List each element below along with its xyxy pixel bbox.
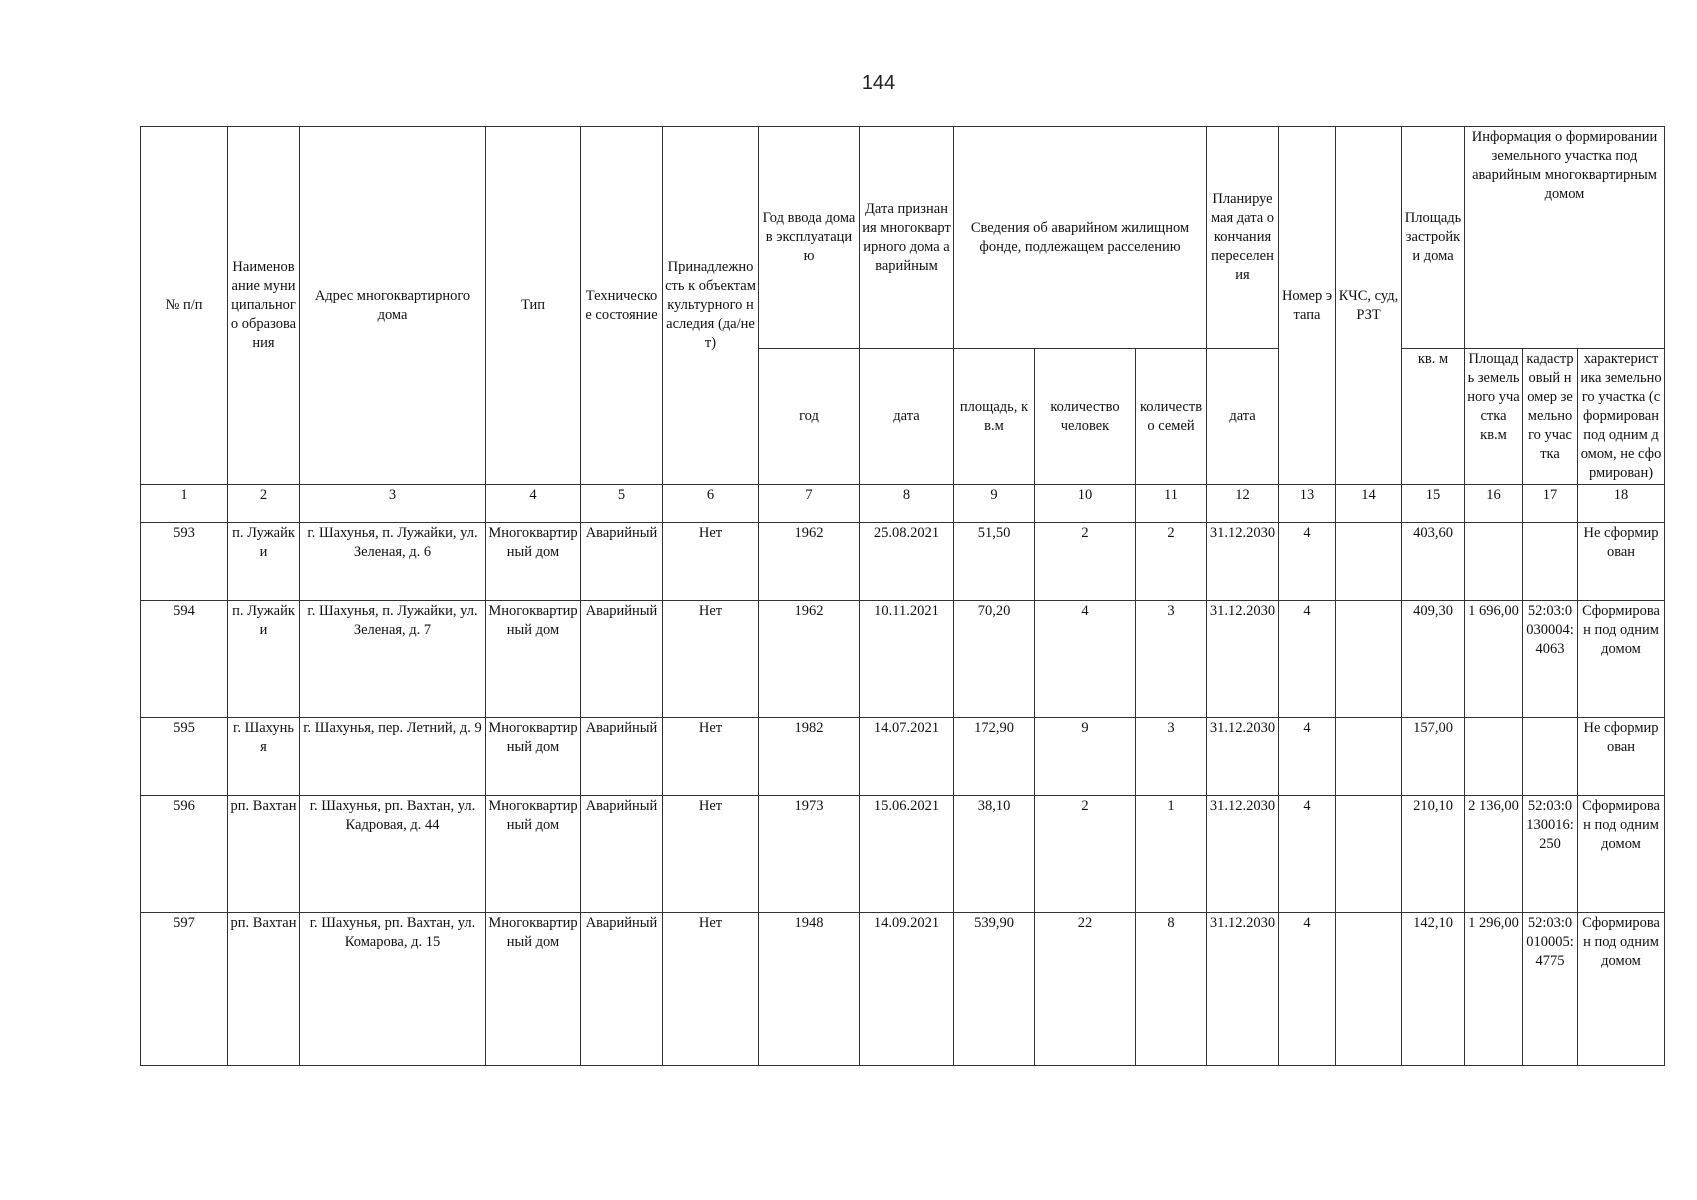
colnum: 11 xyxy=(1136,485,1207,523)
colnum: 15 xyxy=(1402,485,1465,523)
colnum: 8 xyxy=(860,485,954,523)
cell-land-area: 1 696,00 xyxy=(1465,601,1523,718)
table-row xyxy=(141,601,1665,718)
cell-municipality: рп. Вахтан xyxy=(228,913,300,1066)
cell-type: Многоквартирный дом xyxy=(486,601,581,718)
cell-people: 9 xyxy=(1035,718,1136,796)
subheader-date-2: дата xyxy=(1207,349,1279,485)
cell-cadastral: 52:03:0130016:250 xyxy=(1523,796,1578,913)
header-municipality: Наименование муниципального образования xyxy=(228,127,300,485)
cell-plan-date: 31.12.2030 xyxy=(1207,913,1279,1066)
cell-year: 1948 xyxy=(759,913,860,1066)
cell-cadastral: 52:03:0030004:4063 xyxy=(1523,601,1578,718)
cell-address: г. Шахунья, п. Лужайки, ул. Зеленая, д. 7 xyxy=(300,601,486,718)
subheader-land-area xyxy=(1465,349,1523,485)
cell-people: 22 xyxy=(1035,913,1136,1066)
subheader-cadastral: кадастровый номер земельного участка xyxy=(1523,349,1578,485)
cell-families: 1 xyxy=(1136,796,1207,913)
cell-families: 3 xyxy=(1136,601,1207,718)
cell-year: 1962 xyxy=(759,601,860,718)
cell-state: Аварийный xyxy=(581,601,663,718)
header-stage: Номер этапа xyxy=(1279,127,1336,485)
header-num: № п/п xyxy=(141,127,228,485)
subheader-date: дата xyxy=(860,349,954,485)
cell-area: 539,90 xyxy=(954,913,1035,1066)
table-row xyxy=(141,523,1665,601)
cell-land-char: Не сформирован xyxy=(1578,718,1665,796)
header-row-top xyxy=(141,127,1665,349)
cell-build-area: 210,10 xyxy=(1402,796,1465,913)
cell-kchs xyxy=(1336,796,1402,913)
cell-address: г. Шахунья, рп. Вахтан, ул. Комарова, д. 15 xyxy=(300,913,486,1066)
land-area-label: Площадь земельного участка xyxy=(1467,351,1520,424)
header-tech-state: Техническое состояние xyxy=(581,127,663,485)
cell-address: г. Шахунья, пер. Летний, д. 9 xyxy=(300,718,486,796)
header-commission-year: Год ввода дома в эксплуатацию xyxy=(759,127,860,349)
header-kchs: КЧС, суд, РЗТ xyxy=(1336,127,1402,485)
colnum: 7 xyxy=(759,485,860,523)
colnum: 2 xyxy=(228,485,300,523)
cell-year: 1962 xyxy=(759,523,860,601)
cell-date: 15.06.2021 xyxy=(860,796,954,913)
land-area-unit: кв.м xyxy=(1480,427,1507,443)
cell-heritage: Нет xyxy=(663,523,759,601)
cell-stage: 4 xyxy=(1279,601,1336,718)
cell-families: 8 xyxy=(1136,913,1207,1066)
cell-heritage: Нет xyxy=(663,718,759,796)
cell-heritage: Нет xyxy=(663,601,759,718)
cell-plan-date: 31.12.2030 xyxy=(1207,718,1279,796)
cell-type: Многоквартирный дом xyxy=(486,913,581,1066)
cell-area: 38,10 xyxy=(954,796,1035,913)
cell-area: 70,20 xyxy=(954,601,1035,718)
cell-num: 597 xyxy=(141,913,228,1066)
header-recognition-date: Дата признания многоквартирного дома аварийным xyxy=(860,127,954,349)
subheader-families: количество семей xyxy=(1136,349,1207,485)
colnum: 17 xyxy=(1523,485,1578,523)
cell-people: 2 xyxy=(1035,523,1136,601)
cell-land-char: Сформирован под одним домом xyxy=(1578,913,1665,1066)
cell-land-char: Сформирован под одним домом xyxy=(1578,796,1665,913)
cell-land-area xyxy=(1465,718,1523,796)
cell-land-area: 2 136,00 xyxy=(1465,796,1523,913)
cell-cadastral: 52:03:0010005:4775 xyxy=(1523,913,1578,1066)
colnum: 5 xyxy=(581,485,663,523)
colnum: 10 xyxy=(1035,485,1136,523)
cell-land-area xyxy=(1465,523,1523,601)
colnum: 6 xyxy=(663,485,759,523)
subheader-year: год xyxy=(759,349,860,485)
cell-build-area: 403,60 xyxy=(1402,523,1465,601)
cell-cadastral xyxy=(1523,718,1578,796)
subheader-land-character: характеристика земельного участка (сформирован под одним домом, не сформирован) xyxy=(1578,349,1665,485)
cell-plan-date: 31.12.2030 xyxy=(1207,523,1279,601)
cell-kchs xyxy=(1336,601,1402,718)
header-land-info: Информация о формировании земельного участка под аварийным многоквартирным домом xyxy=(1465,127,1665,349)
table-row xyxy=(141,718,1665,796)
cell-municipality: п. Лужайки xyxy=(228,523,300,601)
colnum: 3 xyxy=(300,485,486,523)
cell-kchs xyxy=(1336,913,1402,1066)
cell-date: 14.09.2021 xyxy=(860,913,954,1066)
colnum: 4 xyxy=(486,485,581,523)
cell-num: 593 xyxy=(141,523,228,601)
colnum: 16 xyxy=(1465,485,1523,523)
cell-date: 10.11.2021 xyxy=(860,601,954,718)
colnum: 13 xyxy=(1279,485,1336,523)
header-planned-date: Планируемая дата окончания переселения xyxy=(1207,127,1279,349)
column-numbers-row xyxy=(141,485,1665,523)
cell-num: 594 xyxy=(141,601,228,718)
page-number: 144 xyxy=(861,72,896,94)
header-emergency-fund: Сведения об аварийном жилищном фонде, подлежащем расселению xyxy=(954,127,1207,349)
emergency-housing-table xyxy=(140,126,1665,1066)
cell-families: 3 xyxy=(1136,718,1207,796)
cell-municipality: г. Шахунья xyxy=(228,718,300,796)
cell-build-area: 142,10 xyxy=(1402,913,1465,1066)
header-heritage: Принадлежность к объектам культурного наследия (да/нет) xyxy=(663,127,759,485)
cell-type: Многоквартирный дом xyxy=(486,796,581,913)
cell-num: 595 xyxy=(141,718,228,796)
colnum: 14 xyxy=(1336,485,1402,523)
cell-state: Аварийный xyxy=(581,796,663,913)
cell-municipality: рп. Вахтан xyxy=(228,796,300,913)
cell-area: 172,90 xyxy=(954,718,1035,796)
colnum: 9 xyxy=(954,485,1035,523)
cell-families: 2 xyxy=(1136,523,1207,601)
cell-state: Аварийный xyxy=(581,523,663,601)
cell-heritage: Нет xyxy=(663,796,759,913)
cell-date: 25.08.2021 xyxy=(860,523,954,601)
cell-type: Многоквартирный дом xyxy=(486,523,581,601)
header-address: Адрес многоквартирного дома xyxy=(300,127,486,485)
cell-people: 4 xyxy=(1035,601,1136,718)
cell-state: Аварийный xyxy=(581,718,663,796)
table-row xyxy=(141,913,1665,1066)
cell-type: Многоквартирный дом xyxy=(486,718,581,796)
cell-cadastral xyxy=(1523,523,1578,601)
cell-area: 51,50 xyxy=(954,523,1035,601)
cell-address: г. Шахунья, п. Лужайки, ул. Зеленая, д. 6 xyxy=(300,523,486,601)
cell-plan-date: 31.12.2030 xyxy=(1207,796,1279,913)
cell-people: 2 xyxy=(1035,796,1136,913)
subheader-area: площадь, кв.м xyxy=(954,349,1035,485)
subheader-people: количество человек xyxy=(1035,349,1136,485)
cell-plan-date: 31.12.2030 xyxy=(1207,601,1279,718)
cell-date: 14.07.2021 xyxy=(860,718,954,796)
cell-heritage: Нет xyxy=(663,913,759,1066)
cell-state: Аварийный xyxy=(581,913,663,1066)
colnum: 18 xyxy=(1578,485,1665,523)
cell-stage: 4 xyxy=(1279,523,1336,601)
cell-kchs xyxy=(1336,718,1402,796)
header-build-area: Площадь застройки дома xyxy=(1402,127,1465,349)
cell-year: 1982 xyxy=(759,718,860,796)
colnum: 1 xyxy=(141,485,228,523)
cell-num: 596 xyxy=(141,796,228,913)
cell-land-area: 1 296,00 xyxy=(1465,913,1523,1066)
cell-build-area: 409,30 xyxy=(1402,601,1465,718)
table-row xyxy=(141,796,1665,913)
colnum: 12 xyxy=(1207,485,1279,523)
cell-year: 1973 xyxy=(759,796,860,913)
cell-land-char: Сформирован под одним домом xyxy=(1578,601,1665,718)
header-type: Тип xyxy=(486,127,581,485)
cell-stage: 4 xyxy=(1279,913,1336,1066)
cell-stage: 4 xyxy=(1279,796,1336,913)
cell-stage: 4 xyxy=(1279,718,1336,796)
cell-land-char: Не сформирован xyxy=(1578,523,1665,601)
cell-address: г. Шахунья, рп. Вахтан, ул. Кадровая, д. 44 xyxy=(300,796,486,913)
subheader-sqm: кв. м xyxy=(1402,349,1465,485)
cell-municipality: п. Лужайки xyxy=(228,601,300,718)
cell-kchs xyxy=(1336,523,1402,601)
cell-build-area: 157,00 xyxy=(1402,718,1465,796)
